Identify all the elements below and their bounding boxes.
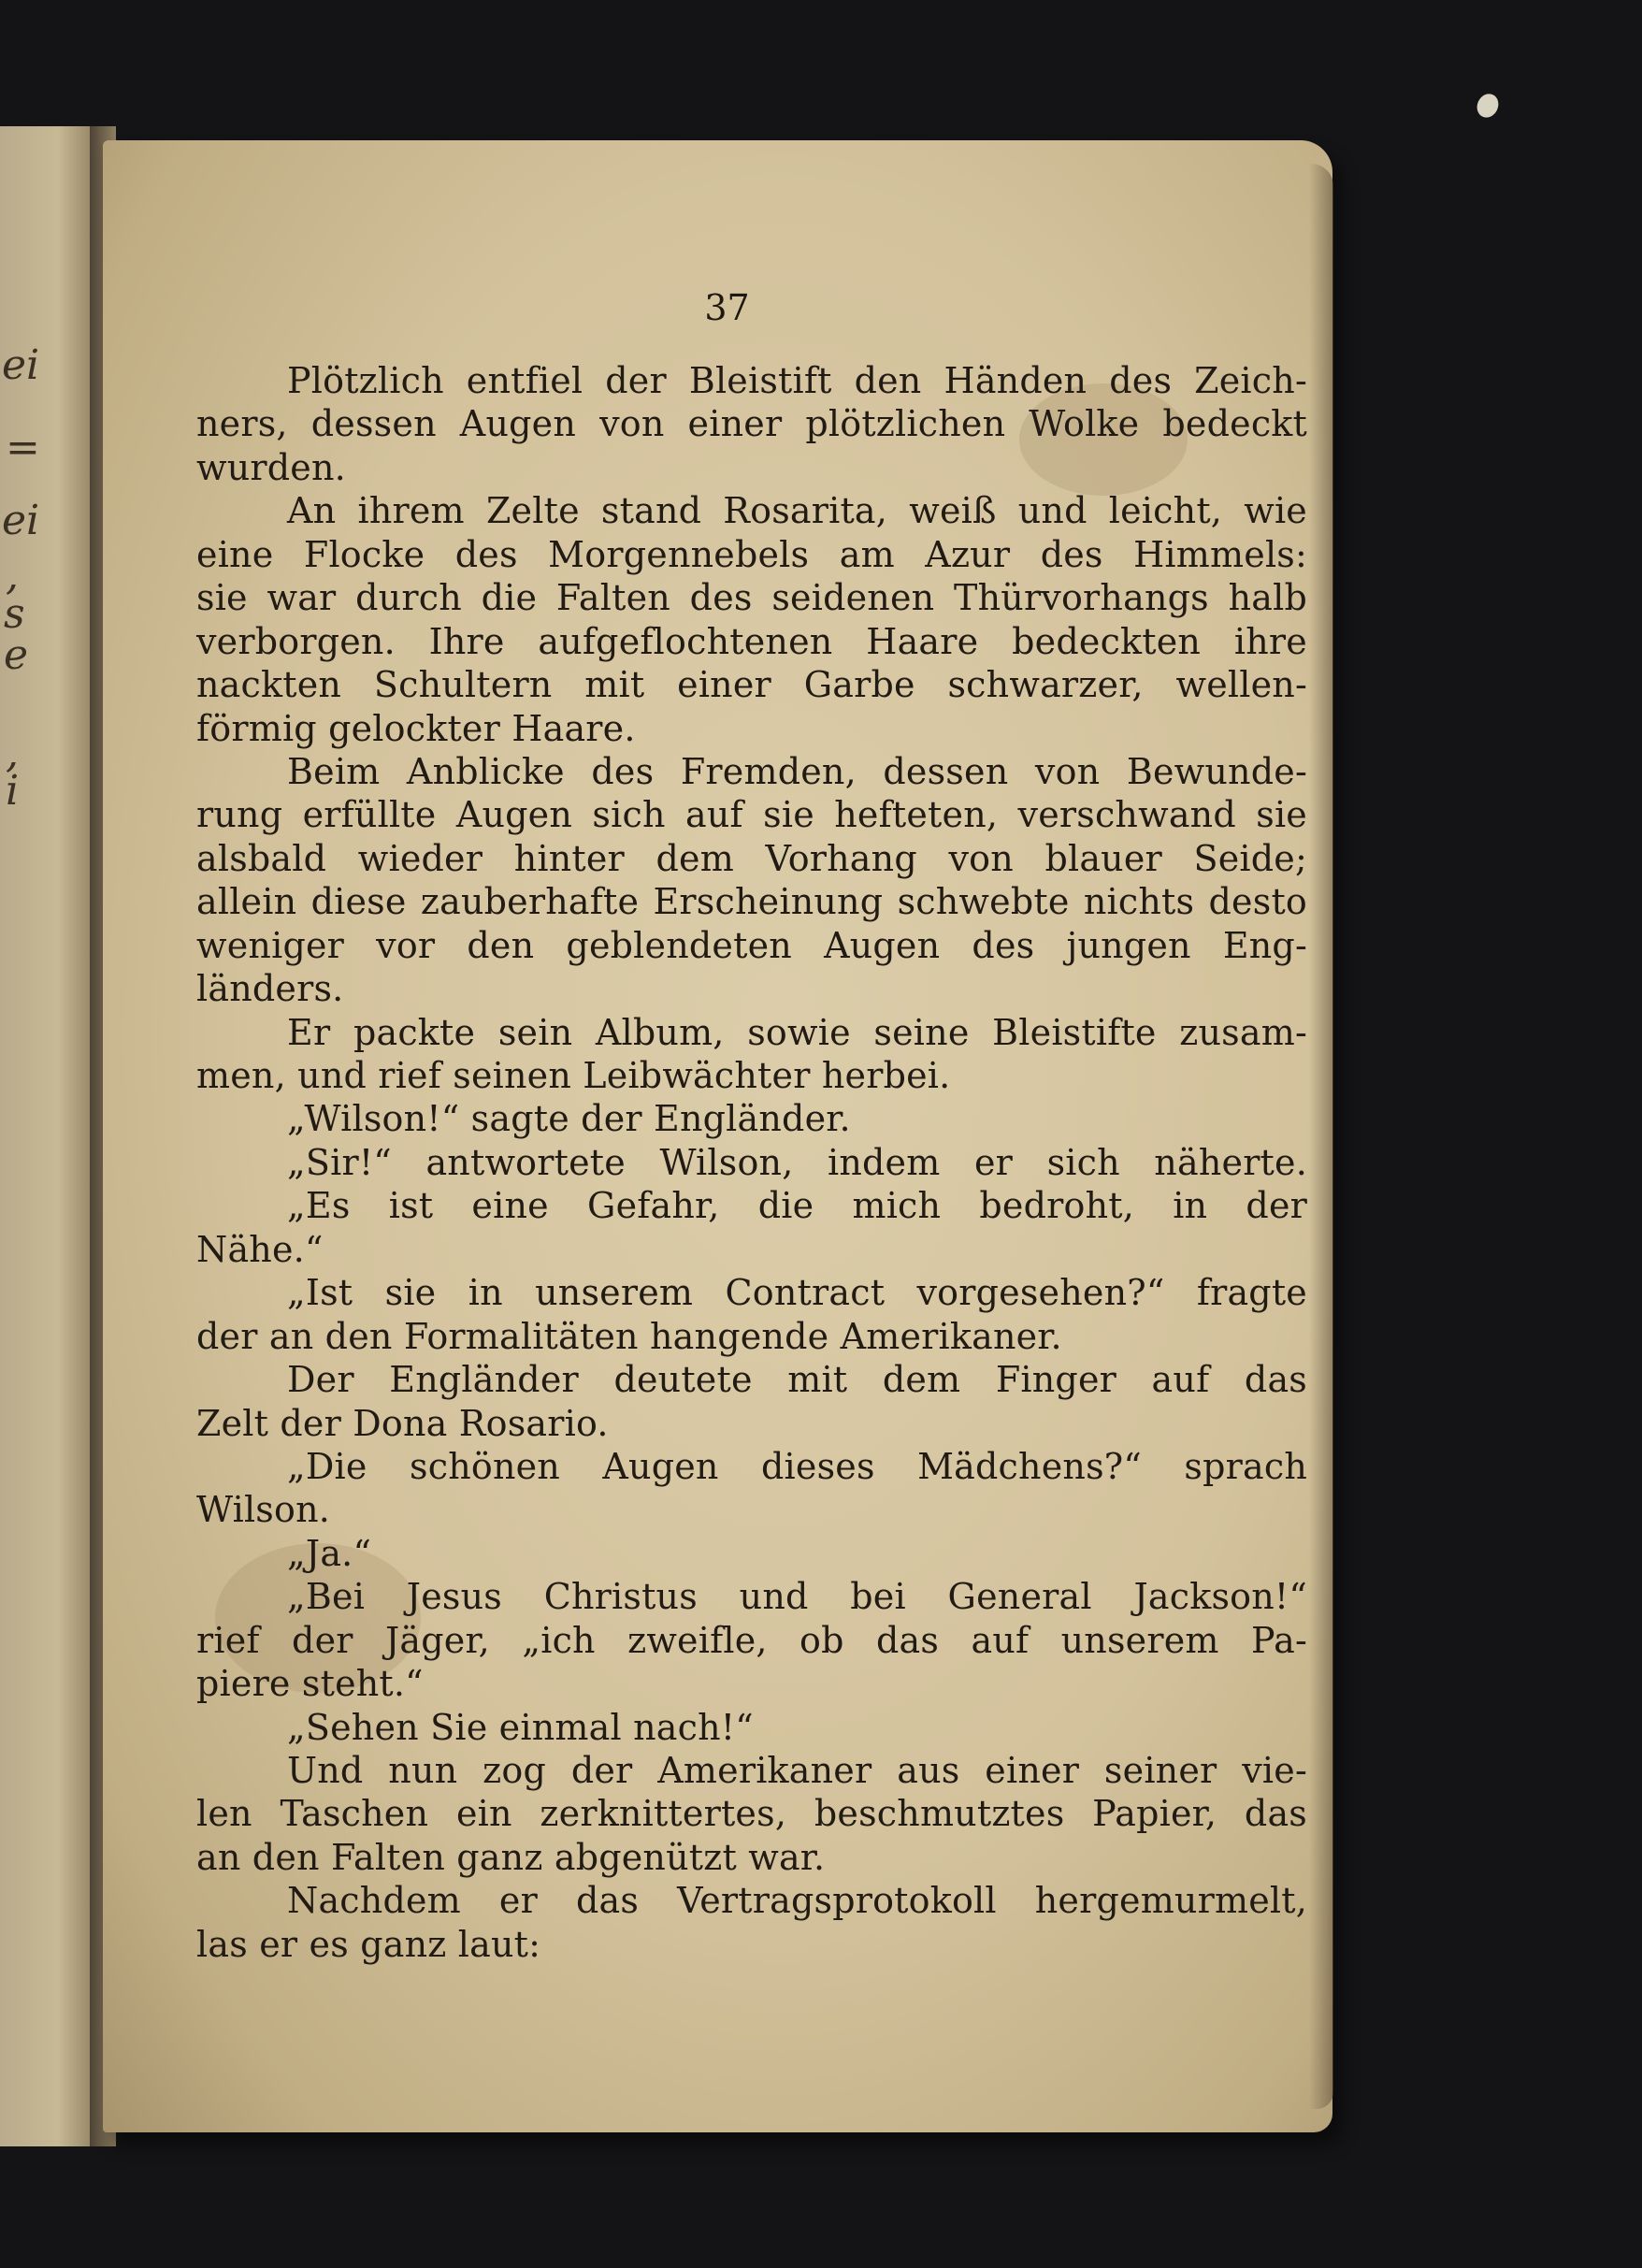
previous-page-fragment: i <box>6 767 20 815</box>
text-line: piere steht.“ <box>196 1663 424 1705</box>
text-line: „Ja.“ <box>287 1532 372 1574</box>
previous-page-fragment: ei <box>2 497 40 544</box>
text-line: eine Flocke des Morgennebels am Azur des Himmels: <box>196 533 1307 575</box>
text-line: „Sehen Sie einmal nach!“ <box>287 1706 754 1748</box>
page-edge-shadow <box>1309 164 1333 2109</box>
text-line: rief der Jäger, „ich zweifle, ob das auf unserem Pa- <box>196 1619 1307 1661</box>
text-line: förmig gelockter Haare. <box>196 707 636 749</box>
page-number: 37 <box>704 287 750 328</box>
text-line: Und nun zog der Amerikaner aus einer seiner vie- <box>287 1750 1307 1791</box>
text-line: Zelt der Dona Rosario. <box>196 1402 609 1444</box>
text-line: weniger vor den geblendeten Augen des jungen Eng- <box>196 924 1307 966</box>
previous-page-fragment: s <box>4 590 25 638</box>
previous-page-fragment: , <box>6 730 19 777</box>
text-line: Nähe.“ <box>196 1228 324 1270</box>
text-line: Plötzlich entfiel der Bleistift den Händen des Zeich- <box>287 360 1307 401</box>
text-line: Er packte sein Album, sowie seine Bleistifte zusam- <box>287 1011 1307 1053</box>
text-line: An ihrem Zelte stand Rosarita, weiß und leicht, wie <box>287 490 1307 532</box>
text-line: ners, dessen Augen von einer plötzlichen Wolke bedeckt <box>196 403 1307 445</box>
text-line: alsbald wieder hinter dem Vorhang von blauer Seide; <box>196 837 1307 879</box>
text-line: men, und rief seinen Leibwächter herbei. <box>196 1055 951 1096</box>
text-line: „Sir!“ antwortete Wilson, indem er sich näherte. <box>287 1141 1307 1183</box>
text-line: allein diese zauberhafte Erscheinung schwebte nichts desto <box>196 881 1307 923</box>
text-line: „Wilson!“ sagte der Engländer. <box>287 1098 851 1140</box>
previous-page-fragment: , <box>6 552 19 600</box>
text-line: len Taschen ein zerknittertes, beschmutztes Papier, das <box>196 1793 1307 1835</box>
text-line: „Bei Jesus Christus und bei General Jackson!“ <box>287 1576 1307 1618</box>
text-line: rung erfüllte Augen sich auf sie hefteten, verschwand sie <box>196 794 1307 836</box>
text-line: „Die schönen Augen dieses Mädchens?“ sprach <box>287 1445 1307 1487</box>
book-page <box>103 140 1332 2132</box>
body-text <box>196 359 1307 1966</box>
text-line: Beim Anblicke des Fremden, dessen von Bewunde- <box>287 750 1307 792</box>
text-line: „Es ist eine Gefahr, die mich bedroht, in der <box>287 1185 1307 1227</box>
text-line: Nachdem er das Vertragsprotokoll hergemurmelt, <box>287 1880 1307 1922</box>
text-line: las er es ganz laut: <box>196 1923 541 1965</box>
text-line: sie war durch die Falten des seidenen Thürvorhangs halb <box>196 577 1307 619</box>
text-line: an den Falten ganz abgenützt war. <box>196 1836 826 1878</box>
previous-page-fragment: = <box>6 424 40 471</box>
previous-page-fragment: ei <box>2 341 40 389</box>
previous-page-fragment: e <box>4 631 29 679</box>
text-line: nackten Schultern mit einer Garbe schwarzer, wellen- <box>196 664 1307 706</box>
text-line: verborgen. Ihre aufgeflochtenen Haare bedeckten ihre <box>196 620 1307 662</box>
text-line: länders. <box>196 968 344 1010</box>
text-line: der an den Formalitäten hangende Amerikaner. <box>196 1315 1062 1357</box>
text-line: Wilson. <box>196 1489 331 1531</box>
text-line: wurden. <box>196 446 346 488</box>
text-line: „Ist sie in unserem Contract vorgesehen?“ fragte <box>287 1272 1307 1314</box>
text-line: Der Engländer deutete mit dem Finger auf das <box>287 1359 1307 1401</box>
